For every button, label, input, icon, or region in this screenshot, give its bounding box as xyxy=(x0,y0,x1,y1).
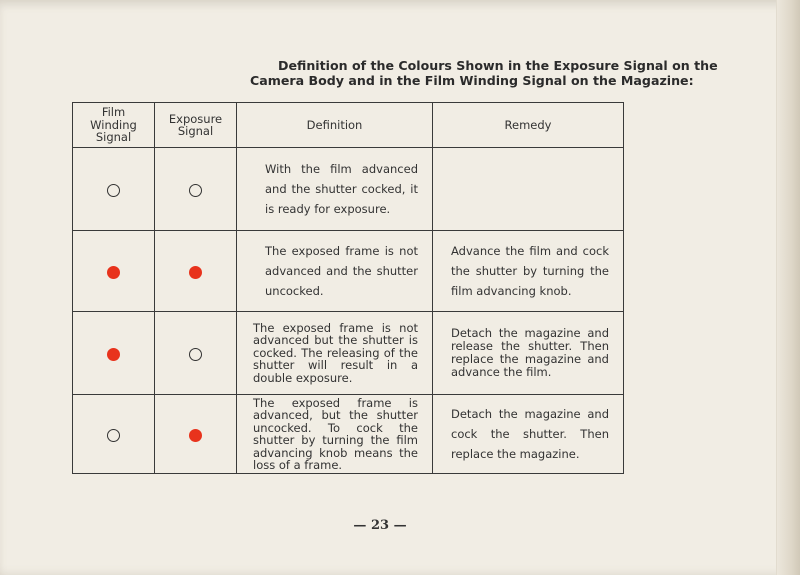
header-remedy: Remedy xyxy=(433,103,624,148)
exposure-signal-cell xyxy=(155,148,237,231)
open-circle-icon xyxy=(107,429,120,442)
open-circle-icon xyxy=(189,348,202,361)
page-edge xyxy=(776,0,800,575)
film-winding-signal-cell xyxy=(73,395,155,474)
table-row xyxy=(73,312,624,395)
exposure-signal-cell xyxy=(155,231,237,312)
table-row xyxy=(73,395,624,474)
page-heading xyxy=(250,58,720,88)
exposure-signal-cell xyxy=(155,395,237,474)
red-dot-icon xyxy=(189,266,202,279)
remedy-cell: Detach the magazine and release the shutter. Then replace the magazine and advance the film. xyxy=(433,312,624,395)
page-number: — 23 — xyxy=(353,518,407,533)
definition-cell: The exposed frame is not advanced but the shutter is cocked. The releasing of the shutter will result in a double exposure. xyxy=(237,312,433,395)
film-winding-signal-cell xyxy=(73,148,155,231)
definition-cell: With the film advanced and the shutter cocked, it is ready for exposure. xyxy=(237,148,433,231)
header-film-winding-signal: Film Winding Signal xyxy=(73,103,155,148)
red-dot-icon xyxy=(107,348,120,361)
remedy-cell xyxy=(433,148,624,231)
definition-cell: The exposed frame is not advanced and the shutter uncocked. xyxy=(237,231,433,312)
open-circle-icon xyxy=(189,184,202,197)
definition-cell: The exposed frame is advanced, but the shutter uncocked. To cock the shutter by turning the film advancing knob means the loss of a frame. xyxy=(237,395,433,474)
exposure-signal-cell xyxy=(155,312,237,395)
signal-table xyxy=(72,102,624,474)
remedy-cell: Advance the film and cock the shutter by turning the film advancing knob. xyxy=(433,231,624,312)
header-exposure-signal: Exposure Signal xyxy=(155,103,237,148)
table-row xyxy=(73,148,624,231)
film-winding-signal-cell xyxy=(73,312,155,395)
heading-line-1: Definition of the Colours Shown in the Exposure Signal on the xyxy=(278,58,718,73)
table-header-row xyxy=(73,103,624,148)
open-circle-icon xyxy=(107,184,120,197)
table-row xyxy=(73,231,624,312)
heading-line-2: Camera Body and in the Film Winding Signal on the Magazine: xyxy=(250,73,694,88)
film-winding-signal-cell xyxy=(73,231,155,312)
remedy-cell: Detach the magazine and cock the shutter. Then replace the magazine. xyxy=(433,395,624,474)
red-dot-icon xyxy=(189,429,202,442)
header-definition: Definition xyxy=(237,103,433,148)
red-dot-icon xyxy=(107,266,120,279)
